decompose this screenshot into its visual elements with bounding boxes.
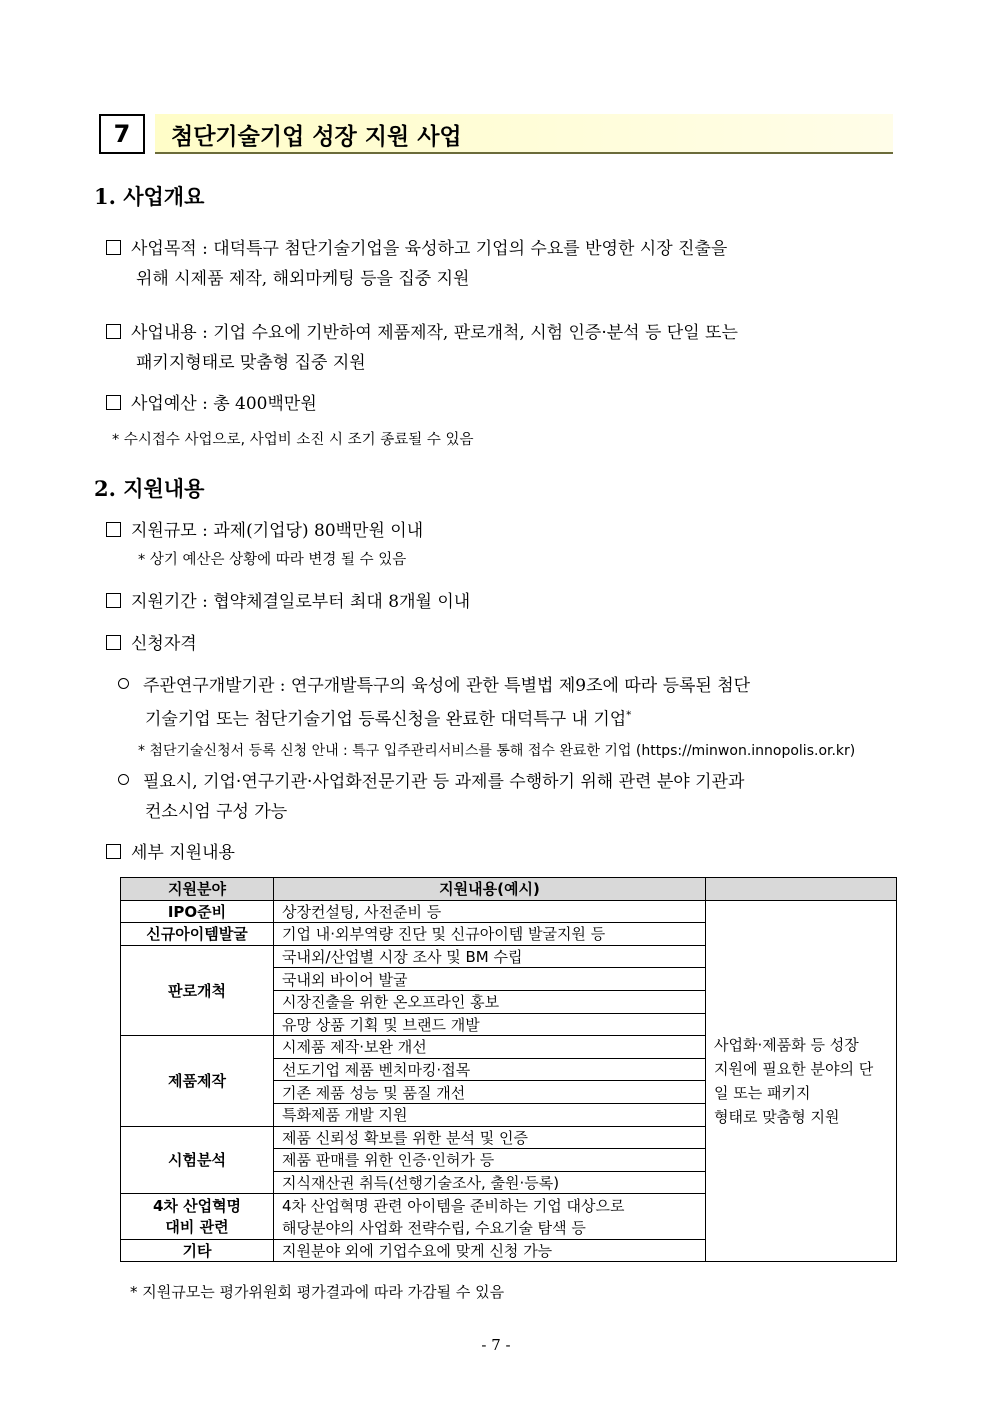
budget-line [106,389,317,419]
table-cell: 지원분야 외에 기업수요에 맞게 신청 가능 [274,1239,706,1262]
table-cell: 시장진출을 위한 온오프라인 홍보 [274,990,706,1013]
cat-industry4 [121,1194,274,1239]
merged-note-line: 일 또는 패키지 [714,1083,811,1102]
period-line [106,587,470,617]
scale-text: 지원규모 : 과제(기업당) 80백만원 이내 [131,521,424,541]
table-cell: 제품 판매를 위한 인증·인허가 등 [274,1149,706,1172]
table-cell: 선도기업 제품 벤치마킹·접목 [274,1058,706,1081]
header-content: 지원내용(예시) [274,878,706,901]
elig1-block [118,671,898,735]
table-cell: 특화제품 개발 지원 [274,1103,706,1126]
header-blank [706,878,897,901]
scale-line [106,516,423,546]
eligibility-text: 신청자격 [131,634,197,654]
table-cell: 유망 상품 기획 및 브랜드 개발 [274,1013,706,1036]
checkbox-icon [106,324,121,339]
detail-line [106,838,235,868]
elig2-line2: 컨소시엄 구성 가능 [145,802,288,822]
eligibility-line [106,629,197,659]
checkbox-icon [106,240,121,255]
table-header-row [121,878,897,901]
elig1-line2: 기술기업 또는 첨단기술기업 등록신청을 완료한 대덕특구 내 기업 [145,709,627,730]
elig-note: * 첨단기술신청서 등록 신청 안내 : 특구 입주관리서비스를 통해 접수 완료한 기업 (https://minwon.innopolis.or.kr) [138,743,856,759]
table-cell: 제품 신뢰성 확보를 위한 분석 및 인증 [274,1126,706,1149]
cat-industry4-line1: 4차 산업혁명 [152,1197,242,1216]
cat-test: 시험분석 [121,1126,274,1194]
table-cell: 시제품 제작·보완 개선 [274,1036,706,1059]
section-title: 첨단기술기업 성장 지원 사업 [171,124,462,150]
table-cell: 기업 내·외부역량 진단 및 신규아이템 발굴지원 등 [274,923,706,946]
cat-market: 판로개척 [121,945,274,1035]
table-cell: 해당분야의 사업화 전략수립, 수요기술 탐색 등 [274,1216,706,1239]
cat-ipo: IPO준비 [121,900,274,923]
footnote: * 지원규모는 평가위원회 평가결과에 따라 가감될 수 있음 [130,1283,505,1301]
cat-industry4-line2: 대비 관련 [165,1218,229,1237]
cat-newitem: 신규아이템발굴 [121,923,274,946]
table-cell: 국내외 바이어 발굴 [274,968,706,991]
purpose-line1: 사업목적 : 대덕특구 첨단기술기업을 육성하고 기업의 수요를 반영한 시장 진출을 [131,239,728,259]
budget-note: * 수시접수 사업으로, 사업비 소진 시 조기 종료될 수 있음 [112,432,474,448]
table-cell: 기존 제품 성능 및 품질 개선 [274,1081,706,1104]
checkbox-icon [106,844,121,859]
header-field: 지원분야 [121,878,274,901]
table-row [121,900,897,923]
period-text: 지원기간 : 협약체결일로부터 최대 8개월 이내 [131,592,471,612]
cat-etc: 기타 [121,1239,274,1262]
table-cell: 지식재산권 취득(선행기술조사, 출원·등록) [274,1171,706,1194]
circle-bullet-icon [118,774,129,785]
scale-note: * 상기 예산은 상황에 따라 변경 될 수 있음 [138,552,407,568]
merged-note-line: 사업화·제품화 등 성장 [714,1035,859,1054]
page-number: - 7 - [481,1336,511,1354]
elig1-line1: 주관연구개발기관 : 연구개발특구의 육성에 관한 특별법 제9조에 따라 등록된 첨단 [143,676,751,696]
elig2-block [118,767,898,827]
content-block [106,318,898,378]
purpose-line2: 위해 시제품 제작, 해외마케팅 등을 집중 지원 [136,269,470,289]
circle-bullet-icon [118,678,129,689]
elig2-line1: 필요시, 기업·연구기관·사업화전문기관 등 과제를 수행하기 위해 관련 분야 기관과 [143,772,745,792]
detail-text: 세부 지원내용 [131,843,235,863]
budget-text: 사업예산 : 총 400백만원 [131,394,317,414]
table-cell: 국내외/산업별 시장 조사 및 BM 수립 [274,945,706,968]
cat-product: 제품제작 [121,1036,274,1126]
checkbox-icon [106,635,121,650]
checkbox-icon [106,395,121,410]
checkbox-icon [106,593,121,608]
checkbox-icon [106,522,121,537]
content-line2: 패키지형태로 맞춤형 집중 지원 [136,353,366,373]
overview-heading: 1. 사업개요 [94,184,205,209]
merged-note-line: 형태로 맞춤형 지원 [714,1107,840,1126]
table-cell: 상장컨설팅, 사전준비 등 [274,900,706,923]
elig1-sup: * [626,710,632,721]
support-heading: 2. 지원내용 [94,476,205,501]
section-number-box: 7 [99,114,145,154]
merged-note-line: 지원에 필요한 분야의 단 [714,1059,874,1078]
purpose-block [106,234,898,294]
table-cell: 4차 산업혁명 관련 아이템을 준비하는 기업 대상으로 [274,1194,706,1217]
content-line1: 사업내용 : 기업 수요에 기반하여 제품제작, 판로개척, 시험 인증·분석 등 단일 또는 [131,323,738,343]
support-table [120,877,897,1262]
merged-note [706,900,897,1262]
section-title-bar [155,114,893,154]
